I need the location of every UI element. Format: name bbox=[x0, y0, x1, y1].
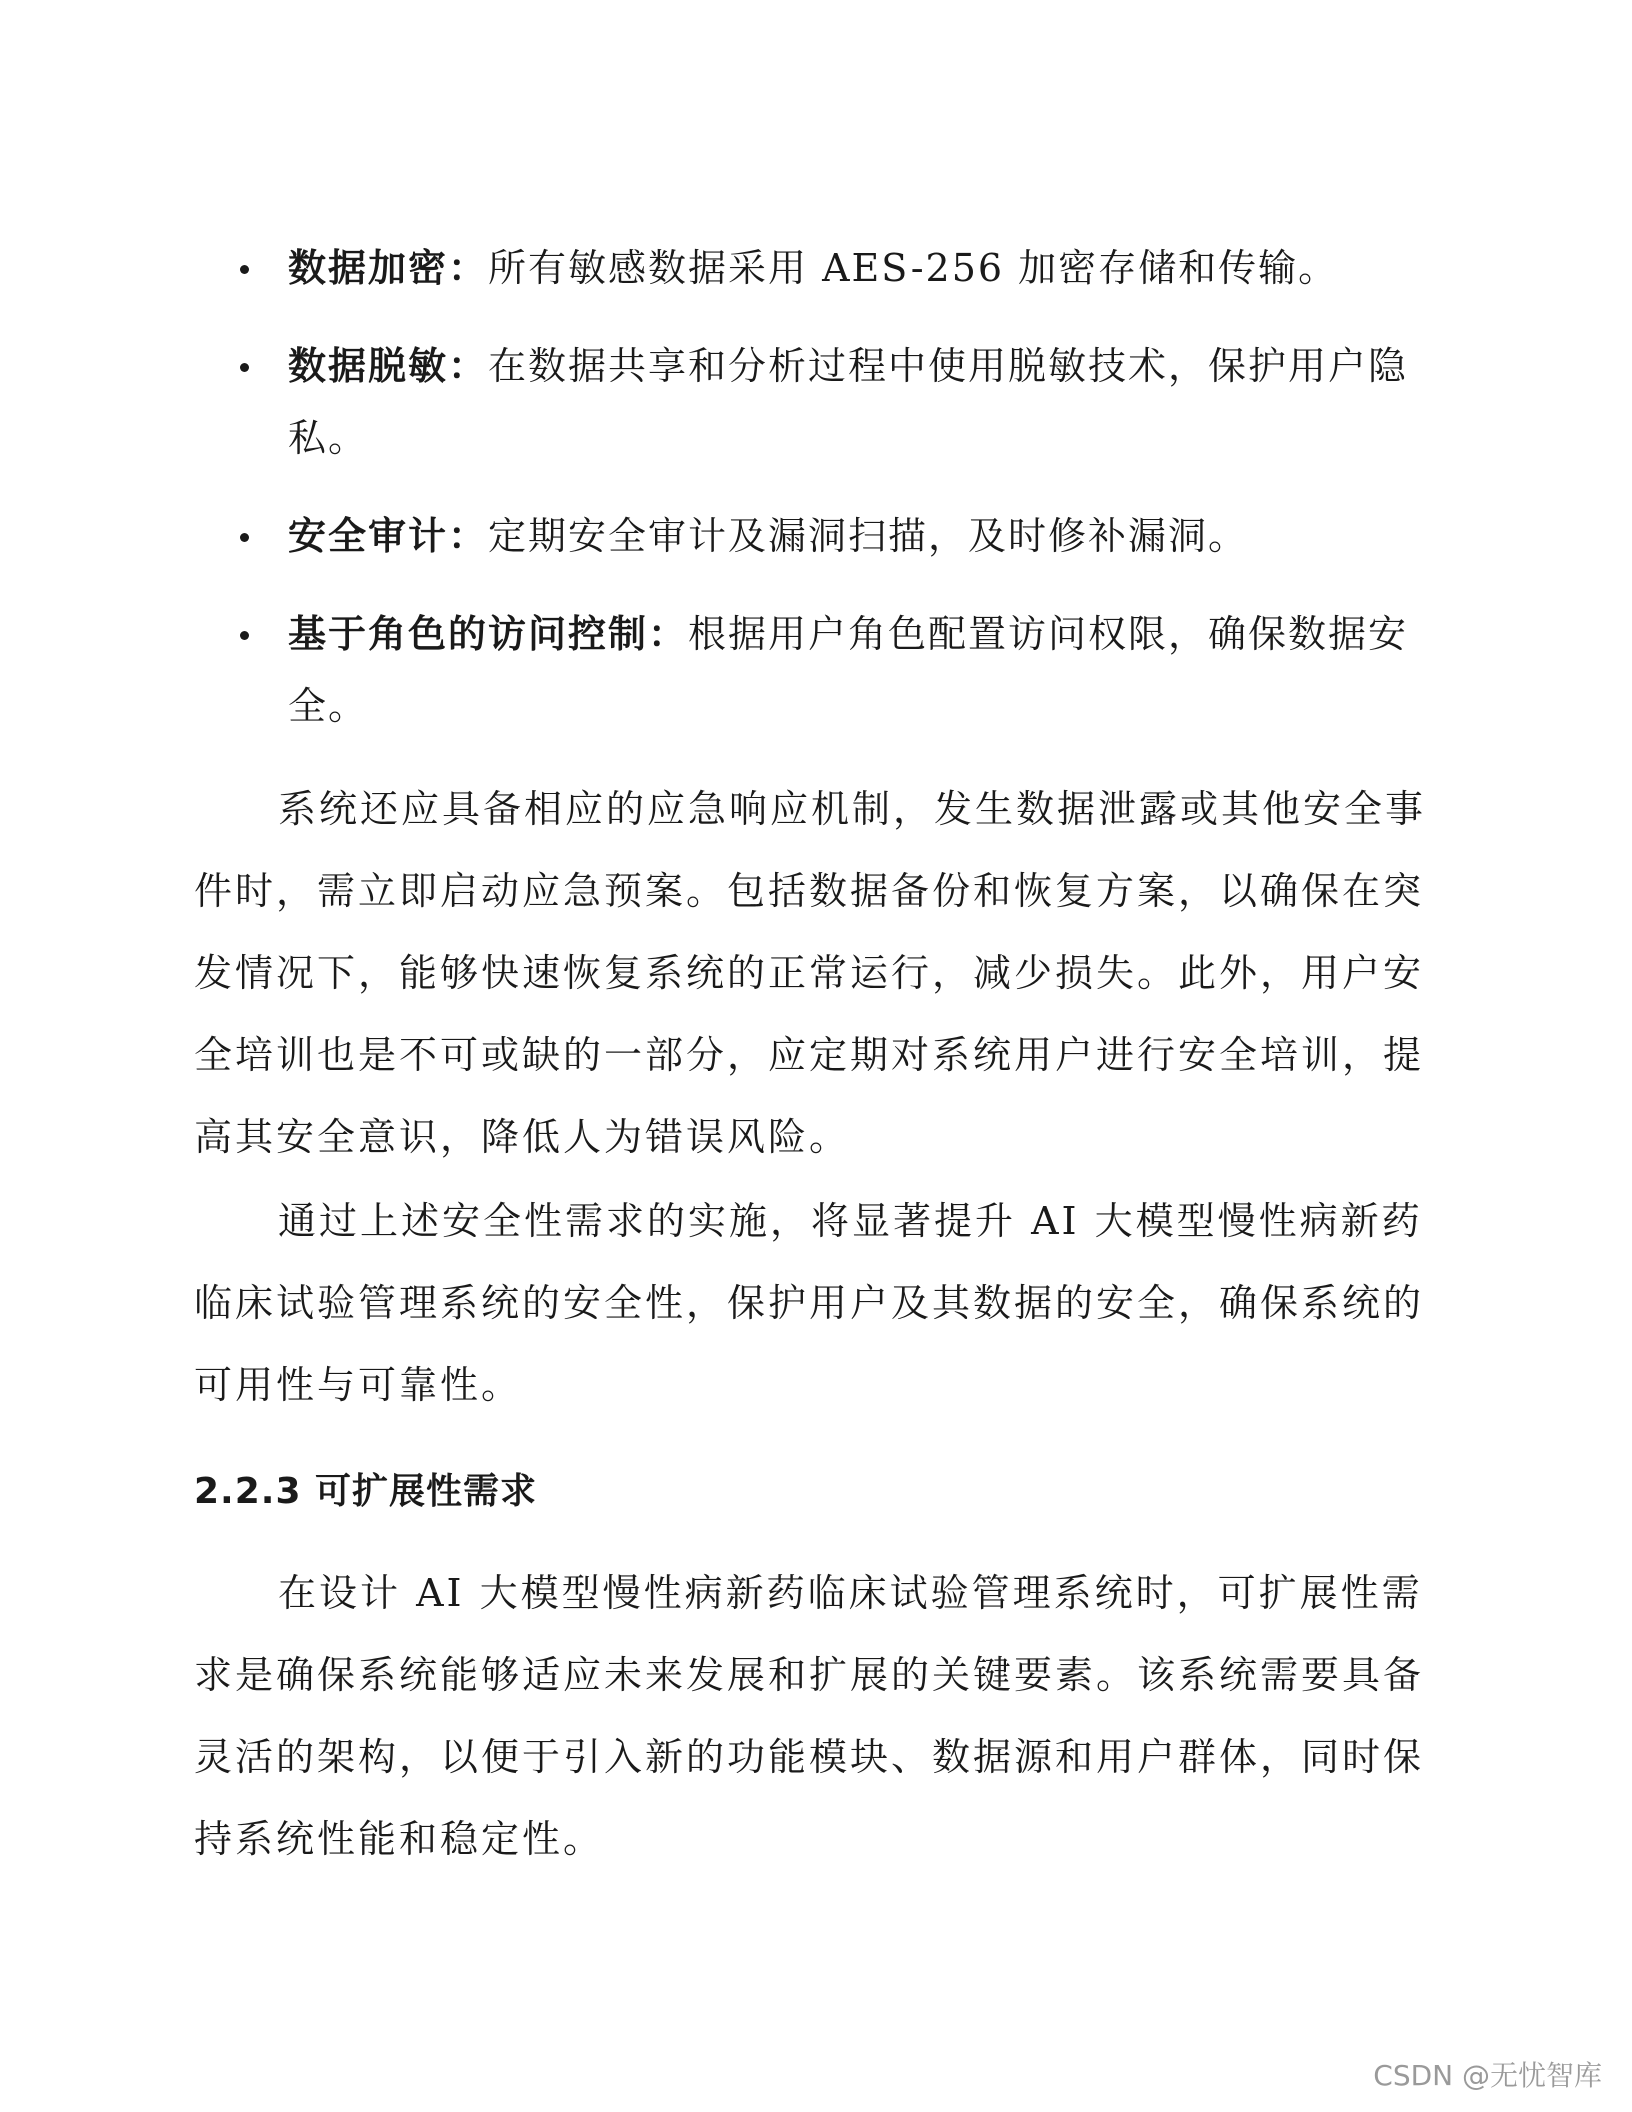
bullet-term: 数据脱敏： bbox=[288, 344, 489, 388]
bullet-dot-icon bbox=[240, 631, 249, 640]
list-item bbox=[236, 500, 1416, 572]
bullet-term: 数据加密： bbox=[288, 246, 489, 290]
list-item bbox=[236, 232, 1416, 304]
list-item bbox=[236, 330, 1416, 474]
bullet-text: 根据用户角色配置访问权限，确保数据安全。 bbox=[288, 612, 1409, 728]
bullet-dot-icon bbox=[240, 363, 249, 372]
section-heading: 2.2.3 可扩展性需求 bbox=[194, 1471, 538, 1512]
security-summary-paragraph: 通过上述安全性需求的实施，将显著提升 AI 大模型慢性病新药临床试验管理系统的安全性，保护用户及其数据的安全，确保系统的可用性与可靠性。 bbox=[194, 1199, 1425, 1407]
watermark: CSDN @无忧智库 bbox=[1373, 2059, 1602, 2092]
scalability-paragraph: 在设计 AI 大模型慢性病新药临床试验管理系统时，可扩展性需求是确保系统能够适应未来发展和扩展的关键要素。该系统需要具备灵活的架构，以便于引入新的功能模块、数据源和用户群体，同时保持系统性能和稳定性。 bbox=[194, 1571, 1425, 1861]
bullet-text: 在数据共享和分析过程中使用脱敏技术，保护用户隐私。 bbox=[288, 344, 1409, 460]
bullet-dot-icon bbox=[240, 533, 249, 542]
emergency-response-paragraph: 系统还应具备相应的应急响应机制，发生数据泄露或其他安全事件时，需立即启动应急预案。包括数据备份和恢复方案，以确保在突发情况下，能够快速恢复系统的正常运行，减少损失。此外，用户安全培训也是不可或缺的一部分，应定期对系统用户进行安全培训，提高其安全意识，降低人为错误风险。 bbox=[194, 787, 1427, 1159]
bullet-dot-icon bbox=[240, 265, 249, 274]
list-item bbox=[236, 598, 1416, 742]
security-measures-list bbox=[236, 232, 1416, 768]
bullet-text: 定期安全审计及漏洞扫描，及时修补漏洞。 bbox=[488, 514, 1249, 558]
bullet-text: 所有敏感数据采用 AES-256 加密存储和传输。 bbox=[488, 246, 1339, 290]
bullet-term: 安全审计： bbox=[288, 514, 489, 558]
bullet-term: 基于角色的访问控制： bbox=[288, 612, 689, 656]
